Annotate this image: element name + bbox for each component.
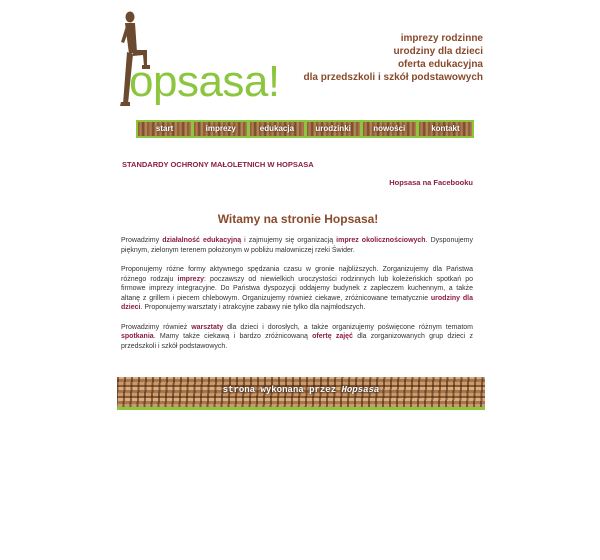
logo-text-prefix: op (129, 57, 177, 106)
link-workshops[interactable]: warsztaty (191, 323, 224, 331)
paragraph-text: Prowadzimy (121, 237, 163, 244)
nav-item-nowosci[interactable]: nowości (363, 122, 416, 136)
tagline-line: dla przedszkoli i szkół podstawowych (303, 72, 483, 83)
link-events[interactable]: imprez okolicznościowych (336, 237, 426, 244)
paragraph-text: . Proponujemy warsztaty i atrakcyjne zabawy nie tylko dla najmłodszych. (140, 304, 366, 311)
footer-banner (117, 377, 485, 410)
tagline-line: imprezy rodzinne (400, 33, 483, 44)
offer-paragraph (121, 265, 473, 313)
paragraph-text: i zajmujemy się organizacją (241, 237, 337, 244)
link-birthdays[interactable]: urodziny dla dzieci (121, 294, 473, 311)
link-meetings[interactable]: spotkania (121, 333, 154, 340)
paragraph-text: dla zorganizowanych grup dzieci z przedszkoli i szkół podstawowych. (121, 333, 473, 350)
nav-item-kontakt[interactable]: kontakt (419, 122, 472, 136)
tagline (304, 32, 483, 84)
main-navigation (136, 120, 474, 138)
main-content (121, 236, 473, 361)
link-classes-offer[interactable]: ofertę zajęć (312, 333, 353, 340)
nav-item-start[interactable]: start (138, 122, 191, 136)
paragraph-text: : poczawszy od niewielkich uroczystości rodzinnych lub koleżeńskich spotkań po firmowe imprezy integracyjne. Do Państwa dyspozycji oddajemy budynek z zapleczem kuchennym, a także altanę z grillem i piecem chlebowym. Organizujemy również ciekawe, zróżnicowane tematycznie (121, 275, 473, 302)
nav-item-edukacja[interactable]: edukacja (250, 122, 303, 136)
paragraph-text: Prowadzimy również (121, 323, 192, 331)
facebook-link[interactable]: Hopsasa na Facebooku (389, 178, 473, 187)
welcome-heading: Witamy na stronie Hopsasa! (217, 212, 379, 226)
tagline-line: oferta edukacyjna (397, 59, 483, 70)
nav-item-imprezy[interactable]: imprezy (194, 122, 247, 136)
header (117, 8, 487, 114)
footer-credit (117, 385, 485, 395)
logo-text-main: sasa! (176, 57, 280, 106)
link-education[interactable]: działalność edukacyjną (162, 237, 242, 244)
logo-wordmark (129, 57, 280, 106)
paragraph-text: . Mamy także ciekawą i bardzo zróżnicowaną (153, 333, 313, 340)
hopsasa-logo[interactable] (117, 8, 280, 108)
tagline-line: urodziny dla dzieci (393, 46, 483, 57)
link-imprezy[interactable]: imprezy (177, 275, 204, 283)
paragraph-text: Proponujemy różne formy aktywnego spędzania czasu w gronie najbliższych. Zorganizujemy dla Państwa różnego rodzaju (121, 266, 473, 283)
standards-link[interactable]: STANDARDY OCHRONY MAŁOLETNICH W HOPSASA (122, 160, 314, 169)
intro-paragraph (121, 236, 473, 255)
workshops-paragraph (121, 323, 473, 352)
paragraph-text: . Dysponujemy pięknym, zielonym terenem położonym w pobliżu malowniczej rzeki Świder. (121, 237, 474, 254)
paragraph-text: dla dzieci i dorosłych, a także organizujemy poświęcone różnym tematom (223, 323, 473, 331)
footer-credit-prefix: strona wykonana przez (222, 385, 342, 395)
footer-credit-brand: Hopsasa (341, 385, 380, 395)
nav-item-urodzinki[interactable]: urodzinki (307, 122, 360, 136)
